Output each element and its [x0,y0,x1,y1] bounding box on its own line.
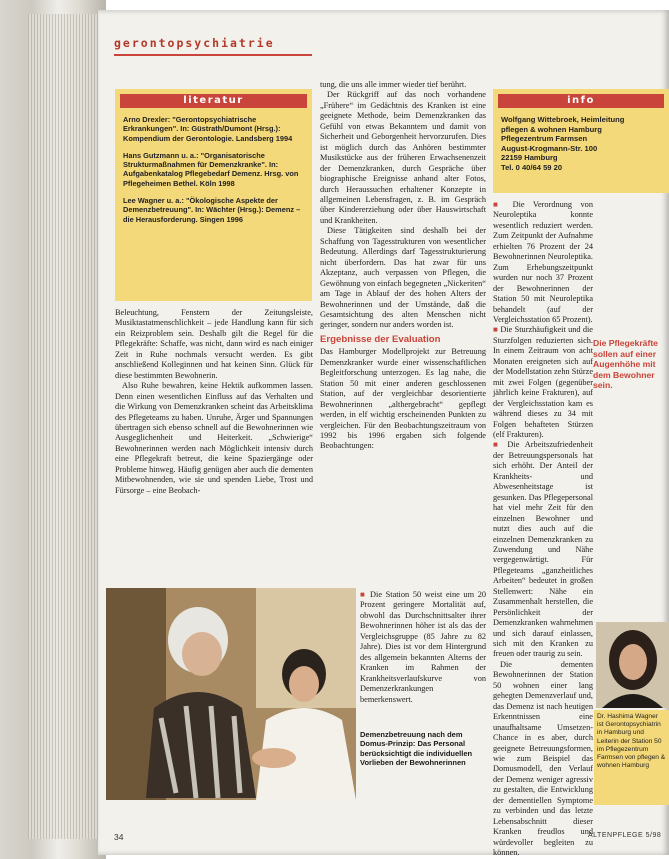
magazine-name: ALTENPFLEGE 5/98 [588,832,662,839]
column-3 [493,200,593,858]
book-page-edge [0,0,106,859]
paragraph: Das Hamburger Modellprojekt zur Betreuung Demenzkranker wurde einer wissenschaftlichen Begleitforschung unterzogen. Es lag nahe, die Station 50 mit einer anderen geschlossenen Station, auf der vergleichbar desorientierte Bewohnerinnen „althergebracht“ gepflegt werden, in elf wichtig erscheinenden Punkten zu vergleichen. Für den Beobachtungszeitraum von 1992 bis 1996 ergaben sich folgende Beobachtungen: [320,347,486,451]
bullet-square-icon: ■ [493,200,513,209]
ref-item: Lee Wagner u. a.: "Ökologische Aspekte der Demenzbetreuung". In: Wächter (Hrsg.): Demenz – die Herausforderung. Singen 1996 [123,196,301,224]
paragraph: Beleuchtung, Fenstern der Zeitungsleiste, Musiktastatmenschlichkeit – jede Handlung kann für sich ein Reizproblem sein. Deshalb gilt die Regel für die Pflegekräfte: Schaffe, was nicht, dann wird es nach einiger Zeit in Ruhe nochmals versucht werden. Es gibt anschließend Kolleginnen und hat keinen Sinn. Glück für diese bestimmten Bewohnerin. [115,308,313,380]
info-line: Wolfgang Wittebroek, Heimleitung [501,115,625,124]
magazine-page [98,10,669,858]
paragraph: tung, die uns alle immer wieder tief berührt. [320,80,467,89]
literatur-box [115,89,312,301]
column-2 [320,80,486,588]
paragraph [493,200,593,325]
paragraph-text: Die Arbeitszufriedenheit der Betreuungspersonals hat sich erhöht. Der Anteil der Krankheits- und Abwesenheitstage ist gesunken. Das Pflegepersonal hat viel mehr Zeit für den einzelnen Bewohner und nutzt dies auch auf die einzelnen Demenzkranken zu Zuwendung und Nähe vergegenwärtigt. Für Pflegeteams „ganzheitliches Arbeiten“ bedeutet in großen Stellenwert: Nähe ein Zusammenhalt herstellen, die Persönlichkeit der Demenzkranken wahrnehmen und sich darauf einlassen, sich mit den Kranken zu freuen oder traurig zu sein. [493,440,593,659]
info-line: 22159 Hamburg [501,153,558,163]
portrait-caption: Dr. Hashima Wagner ist Gerontopsychiatrin in Hamburg und Leiterin der Station 50 im Pflegezentrum Farmsen von pflegen & wohnen Hamburg [594,710,669,805]
paragraph [493,325,593,440]
page-number: 34 [114,832,124,842]
ref-item: Arno Drexler: "Gerontopsychiatrische Erkrankungen". In: Güstrath/Dumont (Hrsg.): Kompendium der Gerontologie. Landsberg 1994 [123,115,293,143]
paragraph: Also Ruhe bewahren, keine Hektik aufkommen lassen. Denn einen wesentlichen Einfluss auf das Verhalten und die Wirkung von Demenzkranken scheint das Arbeitsklima des Pflegeteams zu haben. Unruhe, Ärger und Spannungen übertragen sich ebenso schnell auf die Bewohnerinnen wie Ausgeglichenheit und Heiterkeit. „Schwierige“ Bewohnerinnen werden nach Möglichkeit intensiv durch eine Pflegekraft betreut, die keine Spaziergänge oder Probleme hinweg. Häufig genügen aber auch die dementen Mitbewohnenden, wie sie und spenden Liebe, Trost und Fürsorge – eine Beobach- [115,381,313,495]
section-heading: Ergebnisse der Evaluation [320,333,441,345]
literatur-title: literatur [120,94,307,108]
info-title: info [498,94,664,108]
info-line: pflegen & wohnen Hamburg [501,124,602,134]
paragraph [360,590,486,705]
paragraph-text: Die Station 50 weist eine um 20 Prozent geringere Mortalität auf, obwohl das Durchschnittsalter ihrer Bewohnerinnen höher ist als das der Vergleichsgruppe (85 Jahre zu 82 Jahre). Dies ist vor dem Hintergrund des allgemein bekannten Alterns der Kranken im Rahmen der Krankheitsverlaufskurve von Demenzerkrankungen bemerkenswert. [360,590,486,704]
bullet-square-icon: ■ [360,590,371,599]
photo-caregiver-and-resident [106,588,356,800]
pull-quote: Die Pflegekräfte sollen auf einer Augenhöhe mit dem Bewohner sein. [593,338,658,391]
ref-item: Hans Gutzmann u. a.: "Organisatorische Strukturmaßnahmen für Demenzkranke". In: Aufgabenkatalog Pflegebedarf Demenz. Hrsg. von Pflegeheimen Bethel. Köln 1998 [123,150,299,188]
info-line: Tel. 0 40/64 59 20 [501,162,563,172]
page-stack-lines [28,14,98,839]
info-line: Pflegezentrum Farmsen [501,134,588,144]
portrait-illustration [596,622,669,708]
paragraph: Diese Tätigkeiten sind deshalb bei der Schaffung von Tagesstrukturen von wesentlicher Bedeutung. Allerdings darf Tagesstrukturierung nicht überfordern. Das hat zwar für uns Akzeptanz, auch verpassen von Pflegen, die Gewöhnung von einfach begegneten „Nickeriten“ am Tage in Ablauf der des hohen Alters der Bewohnerinnen und der Umstände, daß die Gesamtsichtung des alten Menschen nicht geringer, sondern nur anders worden ist. [320,226,486,330]
paragraph-text: Die Verordnung von Neuroleptika konnte wesentlich reduziert werden. Zum Zeitpunkt der Aufnahme erhielten 76 Prozent der 24 Bewohnerinnen Neuroleptika. Zum Erhebungszeitpunkt wurden nur noch 37 Prozent der Bewohnerinnen der Station 50 mit Neuroleptika behandelt (auf der Vergleichsstation 65 Prozent). [493,200,593,324]
paragraph [493,440,593,660]
column-2-lower [360,590,486,726]
photo-illustration [106,588,356,800]
author-portrait [596,622,669,708]
section-header: gerontopsychiatrie [114,36,275,50]
bullet-square-icon: ■ [493,325,501,335]
paragraph-text: Die Sturzhäufigkeit und die Sturzfolgen reduzierten sich. In einem Zeitraum von acht Monaten ereigneten sich auf der Modellstation zehn Stürze mit zwei Folgen (gegenüber jährlich keine Frakturen), auf der Vergleichsstation kam es während dieses zu 34 mit Folgen behafteten Stürzen (elf Frakturen). [493,325,593,439]
photo-caption: Demenzbetreuung nach dem Domus-Prinzip: Das Personal berücksichtigt die individuellen Vorlieben der Bewohnerinnen [360,730,473,768]
info-box [493,89,669,193]
paragraph: Die dementen Bewohnerinnen der Station 50 wohnen einer lang gehegten Demenzverlauf und, das Demenz ist nach heutigen Erkenntnissen eine unaufhaltsame Umsetzen-Chance in es aber, durch geeignete Betreuungsformen, wie zum Beispiel das Domusmodell, den Verlauf der Demenz weniger agressiv zu gestalten, die Entwicklung der dementiellen Symptome zu verbinden und das letzte Lebensabschnitt dieser Kranken freudlos und würdevoller begleiten zu können. [493,659,593,858]
column-1 [115,308,313,580]
bullet-square-icon: ■ [493,440,508,450]
paragraph: Der Rückgriff auf das noch vorhandene „Frühere“ im Gedächtnis des Kranken ist eine geeignete Methode, beim Demenzkranken das Gefühl von etwas Bekanntem und damit von Sicherheit und Geborgenheit hervorzurufen. Dies ist möglich durch das Anhören bestimmter Musikstücke aus der früheren Erwachsenenzeit der Demenzkranken, durch Gespräche über biographische Ereignisse anhand alter Fotos, durch Heraussuchen erhaltener Konzepte in allgemeinen Lebensfragen, z. B. im Gespräch über Kindererziehung oder über Hauswirtschaft und Krankheiten. [320,90,486,225]
info-line: August-Krogmann-Str. 100 [501,143,598,153]
header-rule [114,54,312,56]
